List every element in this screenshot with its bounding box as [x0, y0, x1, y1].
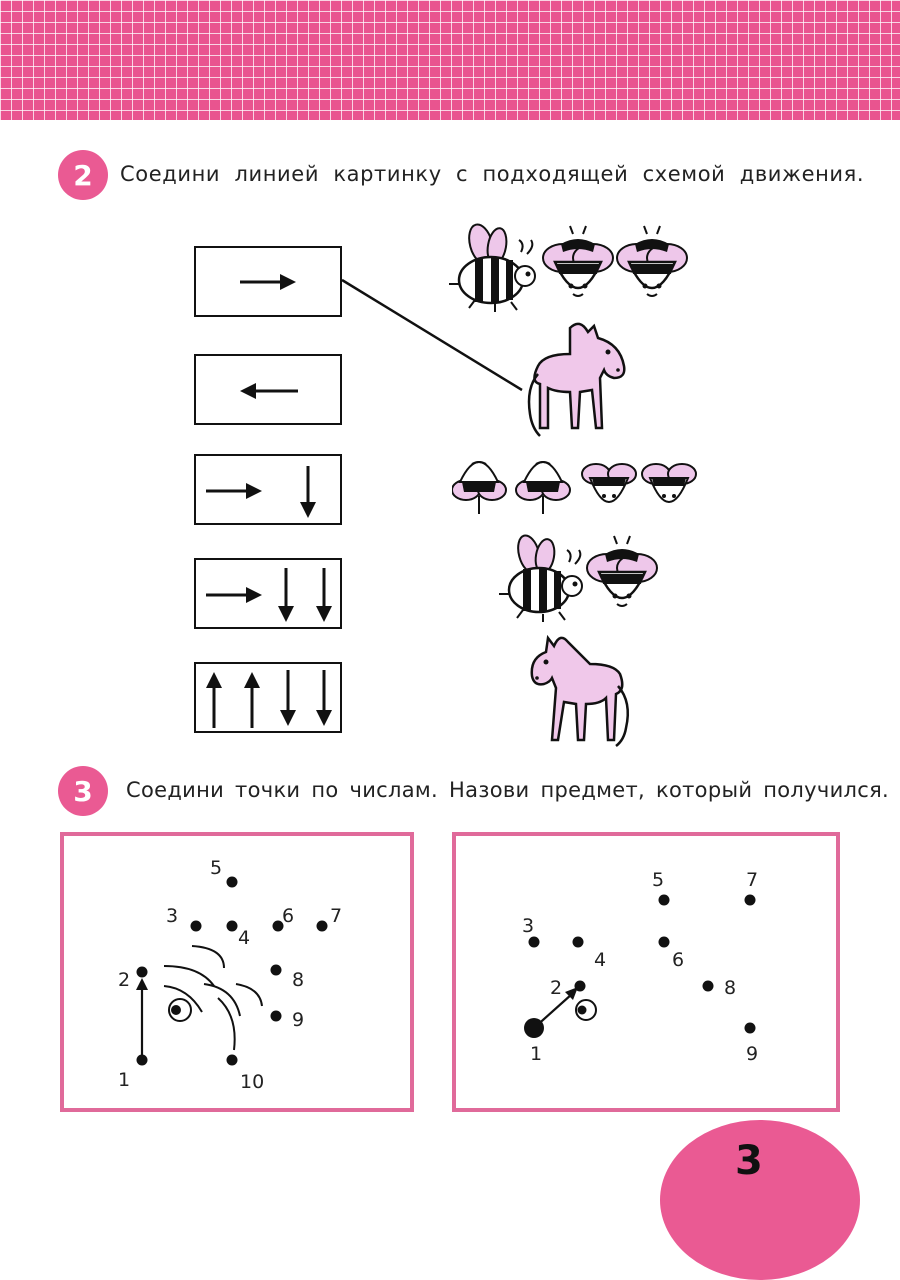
donkey-icon — [532, 638, 628, 746]
picture-row-1[interactable] — [445, 222, 695, 314]
bee-front-icon — [582, 464, 636, 502]
dot-label-2: 2 — [118, 969, 131, 991]
bee-back-icon — [452, 462, 506, 514]
task-3-number: 3 — [73, 774, 93, 808]
picture-row-3[interactable] — [452, 452, 702, 518]
task-2-instruction: Соедини линией картинку с подходящей схемой движения. — [120, 162, 865, 186]
bee-back-icon — [516, 462, 570, 514]
dot-label-6: 6 — [282, 905, 295, 927]
dot-label-10: 10 — [240, 1071, 265, 1093]
donkey-icon — [529, 324, 624, 436]
dot-label-3: 3 — [166, 905, 179, 927]
dot-label-7: 7 — [330, 905, 343, 927]
dot-label-7: 7 — [746, 869, 759, 891]
bird-eye-icon — [576, 1000, 596, 1020]
dot-label-9: 9 — [292, 1009, 305, 1031]
puzzle-right-dots — [524, 895, 756, 1039]
dot-label-4: 4 — [238, 927, 251, 949]
bee-front-icon — [587, 536, 657, 606]
picture-row-4[interactable] — [495, 534, 665, 624]
bee-side-icon — [499, 534, 582, 622]
page-number: 3 — [735, 1138, 763, 1184]
dot-label-5: 5 — [652, 869, 665, 891]
dot-label-3: 3 — [522, 915, 535, 937]
picture-row-2[interactable] — [520, 318, 640, 440]
dot-puzzle-left-drawing — [64, 836, 418, 1116]
dot-label-2: 2 — [550, 977, 563, 999]
task-3-number-badge — [58, 766, 108, 816]
dot-puzzle-left[interactable] — [60, 832, 414, 1112]
dot-label-6: 6 — [672, 949, 685, 971]
dot-label-8: 8 — [724, 977, 737, 999]
dot-puzzle-right[interactable] — [452, 832, 840, 1112]
fish-scales — [164, 946, 262, 1050]
bee-front-icon — [617, 226, 687, 296]
bee-front-icon — [543, 226, 613, 296]
task-2-number: 2 — [73, 158, 93, 192]
dot-label-1: 1 — [530, 1043, 543, 1065]
dot-label-1: 1 — [118, 1069, 131, 1091]
dot-label-8: 8 — [292, 969, 305, 991]
connected-segment-1-2 — [136, 978, 148, 1060]
fish-eye-icon — [169, 999, 191, 1021]
bee-front-icon — [642, 464, 696, 502]
dot-puzzle-right-drawing — [456, 836, 844, 1116]
bee-side-icon — [449, 222, 535, 312]
picture-row-5[interactable] — [528, 632, 638, 750]
task-3-instruction: Соедини точки по числам. Назови предмет, который получился. — [126, 778, 890, 802]
dot-label-5: 5 — [210, 857, 223, 879]
dot-label-4: 4 — [594, 949, 607, 971]
dot-label-9: 9 — [746, 1043, 759, 1065]
